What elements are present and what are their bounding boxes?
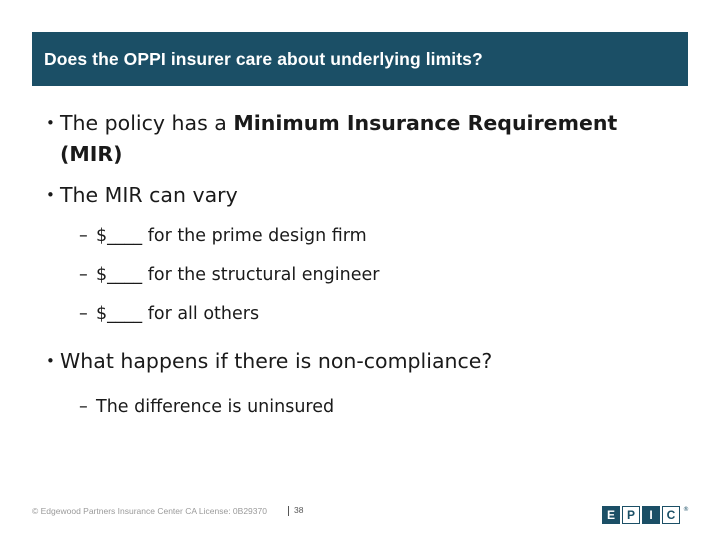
slide-title: Does the OPPI insurer care about underlying limits?: [44, 48, 483, 69]
bullet-mir-vary: [46, 180, 686, 211]
page-number-separator: [288, 506, 289, 516]
bullet-dot: •: [46, 352, 55, 370]
bullet-dot: •: [46, 186, 55, 204]
page-number-value: 38: [294, 505, 304, 515]
sub-bullet-text: $____ for the structural engineer: [96, 265, 380, 285]
bullet-mir: [46, 108, 686, 170]
bullet-non-compliance-text: What happens if there is non-compliance?: [60, 349, 493, 373]
logo-letter-i: I: [642, 506, 660, 524]
sub-bullet-prime-design: [46, 224, 686, 248]
slide-title-bar: [32, 32, 688, 86]
footer-copyright: © Edgewood Partners Insurance Center CA License: 0B29370: [32, 506, 267, 516]
slide-content: [46, 108, 686, 419]
sub-bullet-text: $____ for all others: [96, 304, 260, 324]
sub-bullet-uninsured: [46, 395, 686, 419]
logo-registered-mark: ®: [683, 506, 689, 513]
sub-bullet-text: $____ for the prime design firm: [96, 226, 367, 246]
sub-bullet-others: [46, 302, 686, 326]
sub-bullet-dash: –: [79, 265, 88, 285]
sub-bullet-dash: –: [79, 397, 88, 417]
epic-logo: [602, 506, 689, 524]
sub-bullet-dash: –: [79, 304, 88, 324]
page-number: [288, 505, 303, 516]
bullet-mir-bold: Minimum Insurance Requirement (MIR): [60, 111, 618, 166]
bullet-dot: •: [46, 114, 55, 132]
bullet-mir-text: The policy has a: [60, 111, 234, 135]
sub-bullet-dash: –: [79, 226, 88, 246]
logo-letter-p: P: [622, 506, 640, 524]
bullet-mir-vary-text: The MIR can vary: [60, 183, 238, 207]
sub-bullet-structural: [46, 263, 686, 287]
logo-letter-c: C: [662, 506, 680, 524]
bullet-non-compliance: [46, 346, 686, 377]
sub-bullet-text: The difference is uninsured: [96, 397, 335, 417]
logo-letter-e: E: [602, 506, 620, 524]
